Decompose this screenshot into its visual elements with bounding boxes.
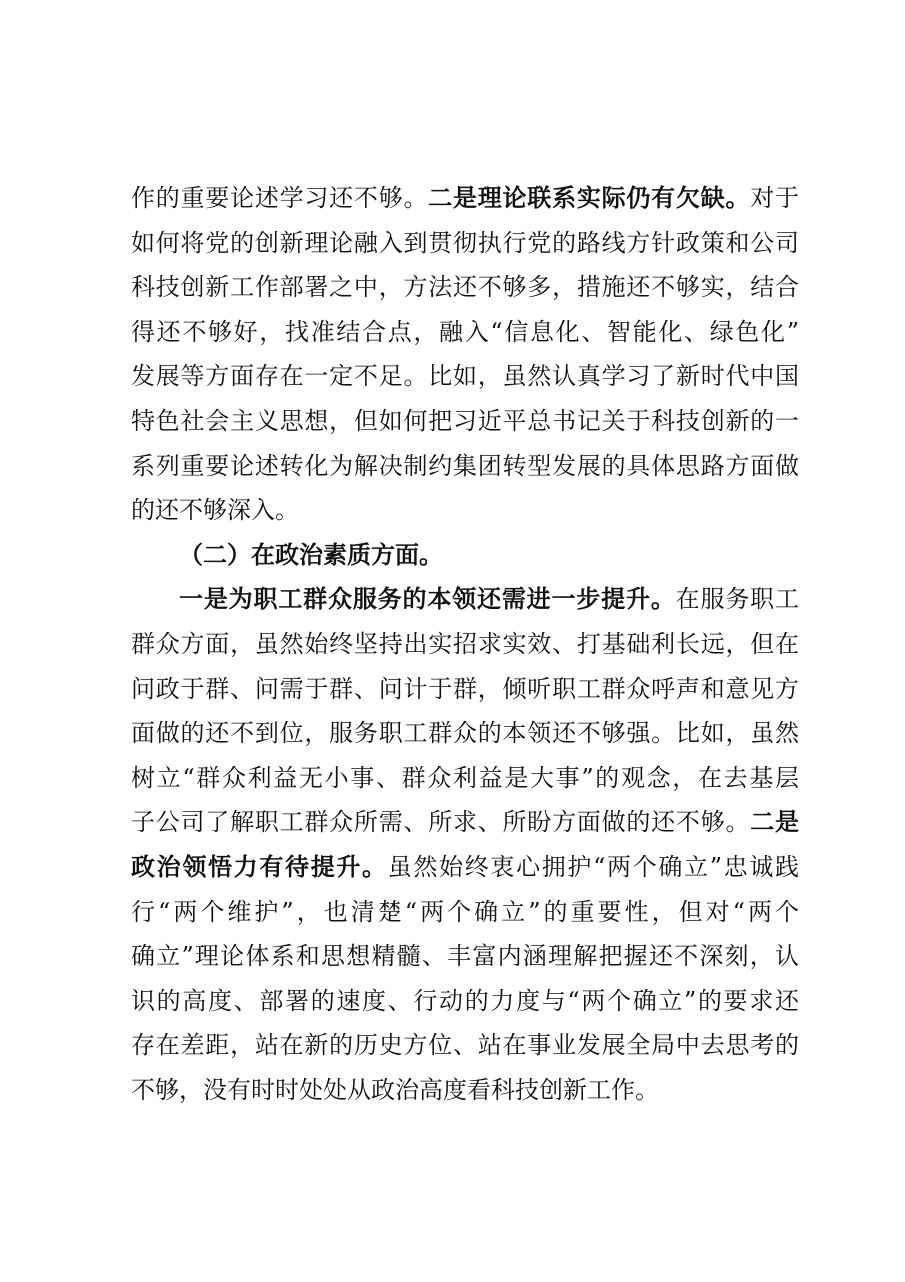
- text-line: 如何将党的创新理论融入到贯彻执行党的路线方针政策和公司: [131, 228, 799, 257]
- text-line: 特色社会主义思想，但如何把习近平总书记关于科技创新的一: [131, 406, 799, 435]
- text-line: 不够，没有时时处处从政治高度看科技创新工作。: [131, 1075, 659, 1104]
- document-page: [131, 176, 799, 1112]
- text-line: 发展等方面存在一定不足。比如，虽然认真学习了新时代中国: [131, 362, 799, 391]
- text-line: 得还不够好，找准结合点，融入“信息化、智能化、绿色化”: [131, 317, 799, 346]
- text-run: 在服务职工: [675, 585, 800, 614]
- text-line: [131, 176, 799, 221]
- text-line: 行“两个维护”，也清楚“两个确立”的重要性，但对“两个: [131, 897, 799, 926]
- text-line: 系列重要论述转化为解决制约集团转型发展的具体思路方面做: [131, 451, 799, 480]
- paragraph-theory-practice: [131, 176, 799, 533]
- text-run: 作的重要论述学习还不够。: [131, 184, 429, 212]
- text-line: 科技创新工作部署之中，方法还不够多，措施还不够实，结合: [131, 273, 799, 302]
- bold-phrase: 政治领悟力有待提升。: [131, 851, 388, 881]
- text-run: 虽然始终衷心拥护“两个确立”忠诚践: [387, 852, 799, 881]
- text-line: [131, 800, 799, 845]
- text-line: 的还不够深入。: [131, 496, 299, 525]
- text-line: 树立“群众利益无小事、群众利益是大事”的观念，在去基层: [131, 763, 799, 792]
- text-line: [131, 845, 799, 890]
- text-line: 群众方面，虽然始终坚持出实招求实效、打基础利长远，但在: [131, 629, 799, 658]
- section-heading: （二）在政治素质方面。: [179, 539, 443, 569]
- text-line: 确立”理论体系和思想精髓、丰富内涵理解把握还不深刻，认: [131, 942, 799, 971]
- text-line: 存在差距，站在新的历史方位、站在事业发展全局中去思考的: [131, 1031, 799, 1060]
- bold-phrase: 二是: [750, 807, 800, 837]
- bold-phrase: 一是为职工群众服务的本领还需进一步提升。: [179, 584, 676, 614]
- text-line: [131, 577, 799, 622]
- paragraph-political-quality: [131, 577, 799, 1112]
- text-run: 子公司了解职工群众所需、所求、所盼方面做的还不够。: [131, 808, 751, 837]
- text-line: 识的高度、部署的速度、行动的力度与“两个确立”的要求还: [131, 986, 799, 1015]
- bold-phrase: 二是理论联系实际仍有欠缺。: [428, 183, 751, 212]
- text-line: 面做的还不到位，服务职工群众的本领还不够强。比如，虽然: [131, 719, 799, 748]
- text-line: 问政于群、问需于群、问计于群，倾听职工群众呼声和意见方: [131, 674, 799, 703]
- text-run: 对于: [750, 184, 800, 212]
